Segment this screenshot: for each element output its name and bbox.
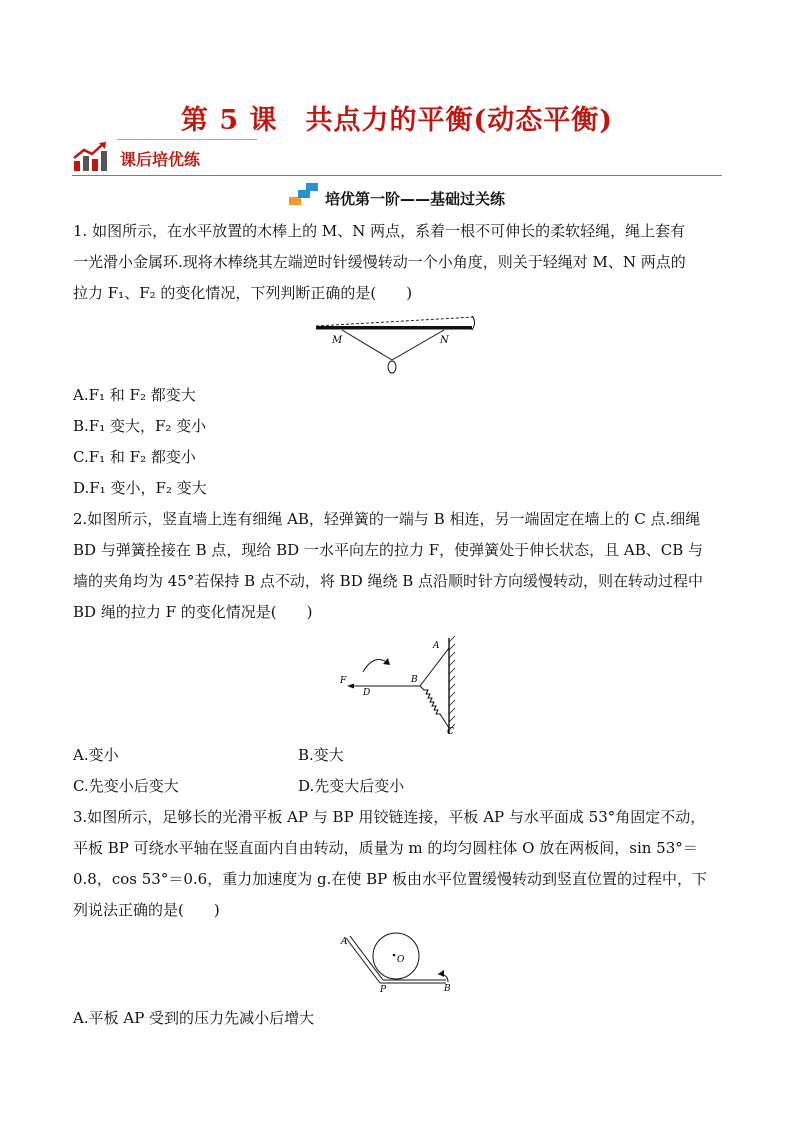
q2-option-a: A.变小 bbox=[73, 746, 119, 764]
q2-option-c: C.先变小后变大 bbox=[73, 777, 179, 795]
q3-line: 3.如图所示，足够长的光滑平板 AP 与 BP 用铰链连接，平板 AP 与水平面成 53°角固定不动， bbox=[73, 808, 706, 826]
banner-rule-top bbox=[117, 139, 257, 140]
question-3-text bbox=[73, 802, 723, 926]
label-B: B bbox=[411, 675, 418, 685]
label-A: A bbox=[433, 641, 440, 651]
q3-line: 列说法正确的是( ) bbox=[73, 901, 220, 919]
section-banner bbox=[72, 137, 722, 177]
section-title: 培优第一阶——基础过关练 bbox=[324, 190, 505, 208]
label-F: F bbox=[340, 676, 347, 686]
label-N: N bbox=[440, 335, 449, 346]
banner-label: 课后培优练 bbox=[120, 150, 201, 169]
q3-figure bbox=[338, 928, 462, 994]
q1-option-d: D.F₁ 变小，F₂ 变大 bbox=[73, 479, 207, 497]
stairs-icon bbox=[289, 183, 319, 211]
chart-logo-icon bbox=[72, 141, 108, 177]
q2-line: BD 绳的拉力 F 的变化情况是( ) bbox=[73, 603, 313, 621]
q2-option-d: D.先变大后变小 bbox=[298, 777, 405, 795]
q2-line: 2.如图所示，竖直墙上连有细绳 AB，轻弹簧的一端与 B 相连，另一端固定在墙上的 C 点.细绳 bbox=[73, 510, 701, 528]
q2-line: BD 与弹簧拴接在 B 点，现给 BD 一水平向左的拉力 F，使弹簧处于伸长状态，且 AB、CB 与 bbox=[73, 541, 704, 559]
q1-option-c: C.F₁ 和 F₂ 都变小 bbox=[73, 448, 196, 466]
label-B: B bbox=[444, 984, 451, 994]
q3-option-a: A.平板 AP 受到的压力先减小后增大 bbox=[73, 1009, 315, 1027]
label-D: D bbox=[363, 688, 371, 698]
q2-figure bbox=[335, 634, 465, 738]
question-2-text bbox=[73, 504, 723, 628]
q1-option-a: A.F₁ 和 F₂ 都变大 bbox=[73, 386, 196, 404]
q3-line: 0.8，cos 53°＝0.6，重力加速度为 g.在使 BP 板由水平位置缓慢转动到竖直位置的过程中，下 bbox=[73, 870, 707, 888]
banner-rule-bottom bbox=[72, 175, 722, 176]
q1-figure bbox=[312, 312, 484, 374]
q1-line: 1. 如图所示，在水平放置的木棒上的 M、N 两点，系着一根不可伸长的柔软轻绳，绳上套有 bbox=[73, 222, 686, 240]
q3-line: 平板 BP 可绕水平轴在竖直面内自由转动，质量为 m 的均匀圆柱体 O 放在两板间，sin 53°＝ bbox=[73, 839, 698, 857]
q2-line: 墙的夹角均为 45°若保持 B 点不动，将 BD 绳绕 B 点沿顺时针方向缓慢转动，则在转动过程中 bbox=[73, 572, 704, 590]
label-P: P bbox=[380, 985, 387, 994]
label-O: O bbox=[397, 955, 405, 965]
q2-option-b: B.变大 bbox=[298, 746, 344, 764]
label-A: A bbox=[341, 937, 348, 947]
label-C: C bbox=[447, 727, 454, 737]
page-title: 第 5 课 共点力的平衡(动态平衡) bbox=[180, 105, 614, 136]
label-M: M bbox=[332, 335, 343, 346]
q1-line: 拉力 F₁、F₂ 的变化情况，下列判断正确的是( ) bbox=[73, 284, 413, 302]
section-heading bbox=[0, 183, 794, 211]
q1-line: 一光滑小金属环.现将木棒绕其左端逆时针缓慢转动一个小角度，则关于轻绳对 M、N 两点的 bbox=[73, 253, 686, 271]
question-1-text bbox=[73, 216, 723, 309]
q1-option-b: B.F₁ 变大，F₂ 变小 bbox=[73, 417, 207, 435]
